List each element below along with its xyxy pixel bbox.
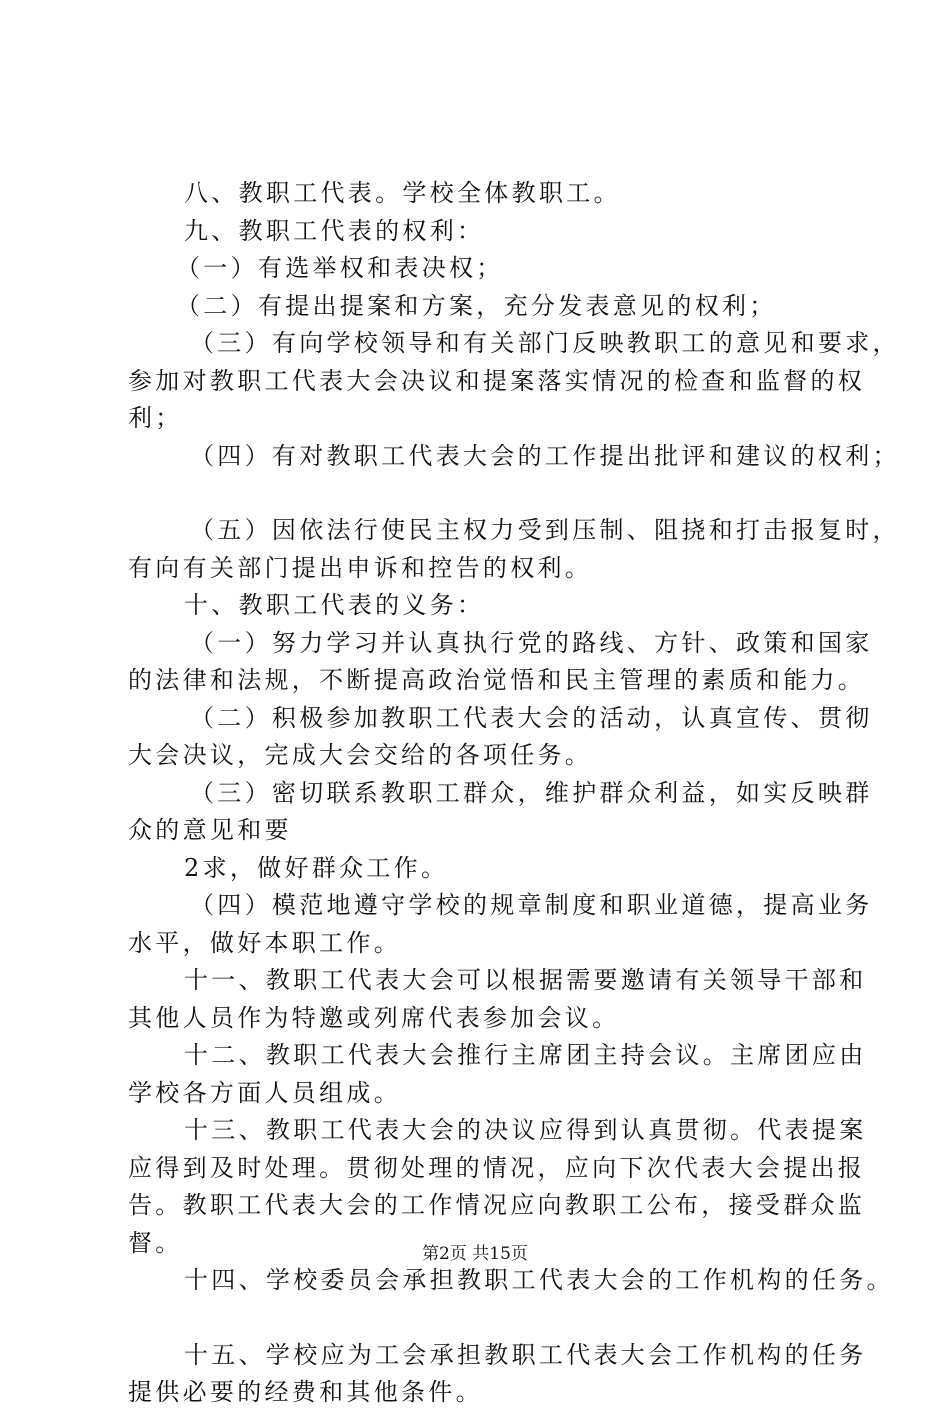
blank-line: [128, 475, 840, 512]
document-body: [128, 175, 900, 1412]
page-footer: 第2页 共15页: [422, 1244, 528, 1264]
text-line: 利；: [128, 404, 183, 432]
text-line: 提供必要的经费和其他条件。: [128, 1378, 483, 1406]
text-line: （二）有提出提案和方案，充分发表意见的权利；: [176, 291, 777, 320]
text-line: 应得到及时处理。贯彻处理的情况，应向下次代表大会提出报: [128, 1153, 866, 1182]
text-line: 十、教职工代表的义务：: [184, 591, 485, 619]
text-line: （五）因依法行使民主权力受到压制、阻挠和打击报复时，: [190, 516, 900, 544]
text-line: 十一、教职工代表大会可以根据需要邀请有关领导干部和: [184, 966, 867, 994]
text-line: （二）积极参加教职工代表大会的活动，认真宣传、贯彻: [190, 703, 873, 732]
text-line: 十四、学校委员会承担教职工代表大会的工作机构的任务。: [184, 1266, 894, 1294]
text-line: 水平，做好本职工作。: [128, 928, 401, 957]
text-line: 八、教职工代表。学校全体教职工。: [184, 179, 621, 207]
text-line: 有向有关部门提出申诉和控告的权利。: [128, 553, 593, 582]
text-line: 十二、教职工代表大会推行主席团主持会议。主席团应由: [184, 1041, 867, 1069]
text-line: 督。: [128, 1228, 183, 1257]
text-line: 2求，做好群众工作。: [184, 853, 449, 882]
text-line: 的法律和法规，不断提高政治觉悟和民主管理的素质和能力。: [128, 666, 866, 694]
text-line: 大会决议，完成大会交给的各项任务。: [128, 741, 593, 769]
text-line: 十三、教职工代表大会的决议应得到认真贯彻。代表提案: [184, 1116, 867, 1144]
text-line: （一）努力学习并认真执行党的路线、方针、政策和国家: [190, 628, 873, 657]
text-line: 告。教职工代表大会的工作情况应向教职工公布，接受群众监: [128, 1191, 866, 1219]
text-line: （三）有向学校领导和有关部门反映教职工的意见和要求，: [190, 329, 900, 357]
text-line: 参加对教职工代表大会决议和提案落实情况的检查和监督的权: [128, 366, 866, 395]
text-line: （四）模范地遵守学校的规章制度和职业道德，提高业务: [190, 891, 873, 919]
text-line: 众的意见和要: [128, 816, 292, 844]
blank-line: [128, 1300, 840, 1337]
text-line: 学校各方面人员组成。: [128, 1078, 401, 1107]
text-line: 其他人员作为特邀或列席代表参加会议。: [128, 1003, 620, 1032]
text-line: 九、教职工代表的权利：: [184, 216, 485, 245]
text-line: （一）有选举权和表决权；: [176, 254, 504, 282]
text-line: （四）有对教职工代表大会的工作提出批评和建议的权利；: [190, 441, 900, 470]
text-line: 十五、学校应为工会承担教职工代表大会工作机构的任务: [184, 1340, 867, 1369]
text-line: （三）密切联系教职工群众，维护群众利益，如实反映群: [190, 778, 873, 807]
